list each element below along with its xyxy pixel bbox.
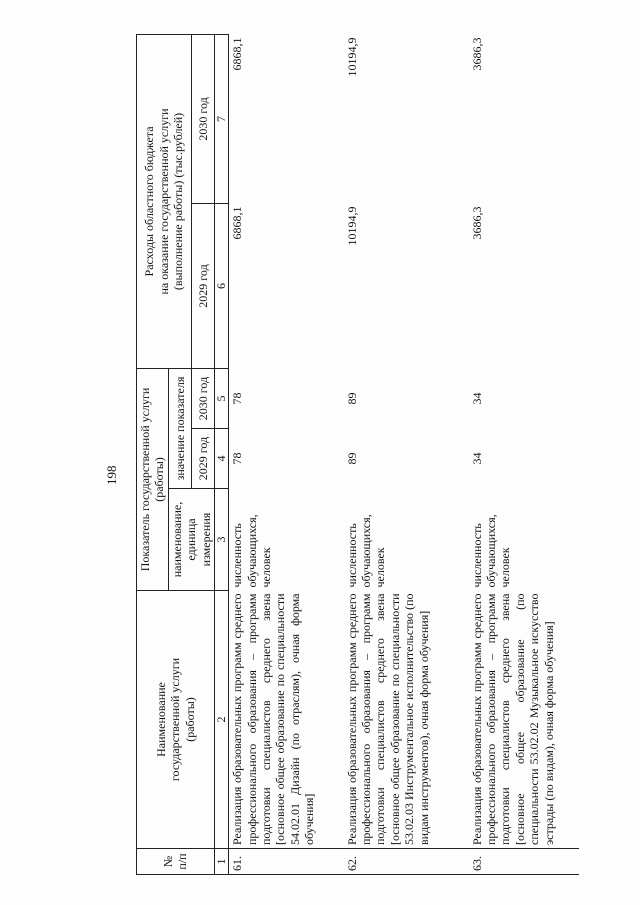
- unit-cell: численность обучающихся, человек: [230, 514, 273, 588]
- value-2030-cell: 34: [469, 392, 484, 405]
- value-2030-cell: 78: [230, 392, 245, 405]
- header-year-2030: 2030 год: [191, 368, 214, 428]
- header-no: № п/п: [137, 849, 215, 875]
- rotated-sheet: [86, 35, 561, 875]
- unit-cell: численность обучающихся, человек: [469, 514, 513, 588]
- services-table: [136, 34, 579, 875]
- column-number: 7: [214, 34, 228, 203]
- column-number: 6: [214, 203, 228, 368]
- header-service-name: Наименование государственной услуги (работы): [137, 591, 215, 849]
- header-indicator-group: Показатель государственной услуги (работы): [137, 368, 169, 590]
- page-number: 198: [104, 465, 119, 485]
- expense-2029-cell: 3686,3: [469, 206, 484, 240]
- value-2029-cell: 34: [469, 452, 484, 465]
- table-row: [469, 34, 579, 874]
- unit-cell: численность обучающихся, человек: [344, 514, 388, 588]
- service-name-cell: Реализация образовательных программ среднего профессионального образования – программ подготовки специалистов среднего звена [основное общее образование по специальности 54.02.01 Дизайн (по отраслям), очная форма обучения]: [230, 593, 317, 845]
- expense-2029-cell: 6868,1: [230, 206, 245, 240]
- column-number: 1: [214, 849, 228, 875]
- row-number: 61.: [229, 849, 344, 875]
- column-number: 5: [214, 368, 228, 428]
- service-name-cell: Реализация образовательных программ среднего профессионального образования – программ подготовки специалистов среднего звена [основное общее образование (по специальности 53.02.02 Музыкальное искусство эстрады (по видам), очная форма обучения]: [469, 593, 556, 845]
- value-2030-cell: 89: [344, 392, 359, 405]
- row-number: 62.: [344, 849, 469, 875]
- row-number: 63.: [469, 849, 579, 875]
- column-number: 2: [214, 591, 228, 849]
- expense-2030-cell: 3686,3: [469, 37, 484, 71]
- value-2029-cell: 78: [230, 452, 245, 465]
- expense-2029-cell: 10194,9: [344, 206, 359, 246]
- header-expense-2029: 2029 год: [191, 203, 214, 368]
- column-number: 4: [214, 429, 228, 489]
- header-budget-group: Расходы областного бюджета на оказание государственной услуги (выполнение работы) (тыс.рублей): [137, 34, 192, 368]
- expense-2030-cell: 10194,9: [344, 37, 359, 77]
- header-year-2029: 2029 год: [191, 429, 214, 489]
- table-row: [229, 34, 344, 874]
- header-unit: наименование, единица измерения: [168, 489, 214, 591]
- expense-2030-cell: 6868,1: [230, 37, 245, 71]
- service-name-cell: Реализация образовательных программ среднего профессионального образования – программ подготовки специалистов среднего звена [основное общее образование по специальности 53.02.03 Инструментальное исполнительство (по видам инструментов), очная форма обучения]: [344, 593, 431, 845]
- table-row: [344, 34, 469, 874]
- column-number: 3: [214, 489, 228, 591]
- value-2029-cell: 89: [344, 452, 359, 465]
- header-value: значение показателя: [168, 368, 191, 488]
- header-expense-2030: 2030 год: [191, 34, 214, 203]
- column-number-row: [214, 34, 228, 874]
